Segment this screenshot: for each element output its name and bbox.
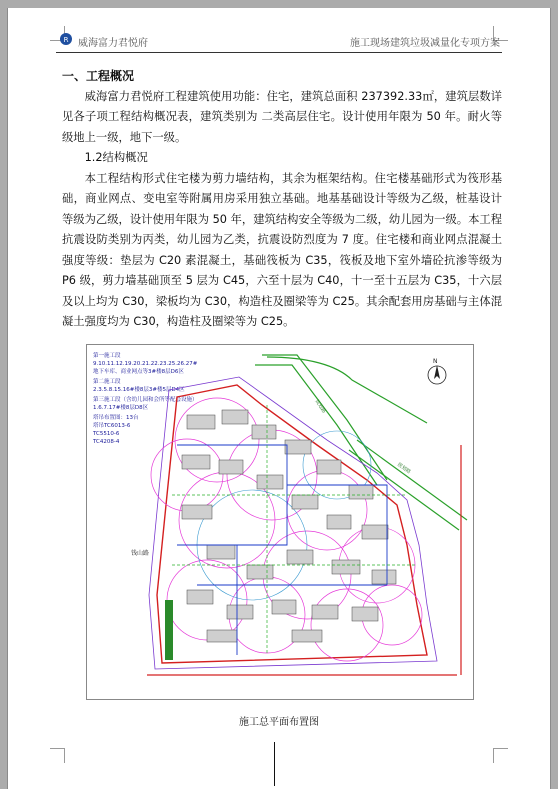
- text-cursor: [274, 742, 275, 786]
- figure-caption: 施工总平面布置图: [239, 717, 319, 728]
- page-corner-mark: [493, 748, 508, 763]
- site-plan-drawing: [87, 345, 473, 699]
- svg-text:N: N: [433, 358, 438, 365]
- legend-line: 9.10.11.12.19.20.21.22.23.25.26.27#: [93, 361, 198, 367]
- legend-line: 地下车库、商业网点等3#楼8层D6区: [93, 369, 184, 375]
- road-label: 规划路: [395, 461, 412, 476]
- paragraph-overview: 威海富力君悦府工程建筑使用功能：住宅，建筑总面积 237392.33㎡，建筑层数详见各子项工程结构概况表，建筑类别为 二类高层住宅。设计使用年限为 50 年。耐火等级地上一级，地下一级。: [62, 89, 502, 144]
- header-rule: [56, 52, 502, 53]
- svg-text:R: R: [63, 36, 69, 44]
- company-logo-icon: [59, 32, 75, 46]
- legend-line: 塔吊TC6013-6: [93, 423, 131, 429]
- svg-text:钱山路: 钱山路: [131, 550, 150, 557]
- legend-line: 第三施工段（含幼儿园和会所等配套设施）: [93, 397, 198, 403]
- legend-line: 第一施工段: [93, 353, 121, 359]
- document-body: [62, 66, 502, 333]
- legend-line: 1.6.7.17#楼8层D8区: [93, 405, 149, 411]
- page-header: [56, 30, 502, 50]
- header-doc-title: 施工现场建筑垃圾减量化专项方案: [350, 38, 500, 49]
- section-heading: 一、工程概况: [62, 69, 135, 83]
- legend-line: 第二施工段: [93, 379, 121, 385]
- paragraph-structure: 本工程结构形式住宅楼为剪力墙结构，其余为框架结构。住宅楼基础形式为筏形基础，商业网点、变电室等附属用房采用独立基础。地基基础设计等级为乙级，桩基设计等级为乙级，设计使用年限为 50 年，建筑结构安全等级为二级，幼儿园为一级。本工程抗震设防类别为丙类，幼儿园为乙类，抗震设防烈度为 7 度。住宅楼和商业网点混凝土强度等级：垫层为 C20 素混凝土，基础筏板为 C35，筏板及地下室外墙砼抗渗等级为 P6 级，剪力墙基础顶至 5 层为 C45，六至十层为 C40，十一至十五层为 C35，十六层及以上均为 C30，梁板均为 C30，构造柱及圈梁等为 C25。其余配套用房基础与主体混凝土强度均为 C30，构造柱及圈梁等为 C25。: [62, 171, 502, 328]
- subsection-heading: 1.2结构概况: [84, 151, 148, 164]
- header-company: 威海富力君悦府: [78, 38, 148, 49]
- legend-line: 塔吊布置图：13台: [93, 415, 139, 421]
- legend-line: 2.3.5.8.15.16#楼8层3#楼5层D4区: [93, 387, 185, 393]
- site-plan-figure: [86, 344, 474, 700]
- legend-line: TC5510-6: [93, 431, 120, 437]
- road-label: 规划路: [313, 398, 327, 415]
- page-corner-mark: [50, 748, 65, 763]
- legend-line: TC4208-4: [93, 439, 120, 445]
